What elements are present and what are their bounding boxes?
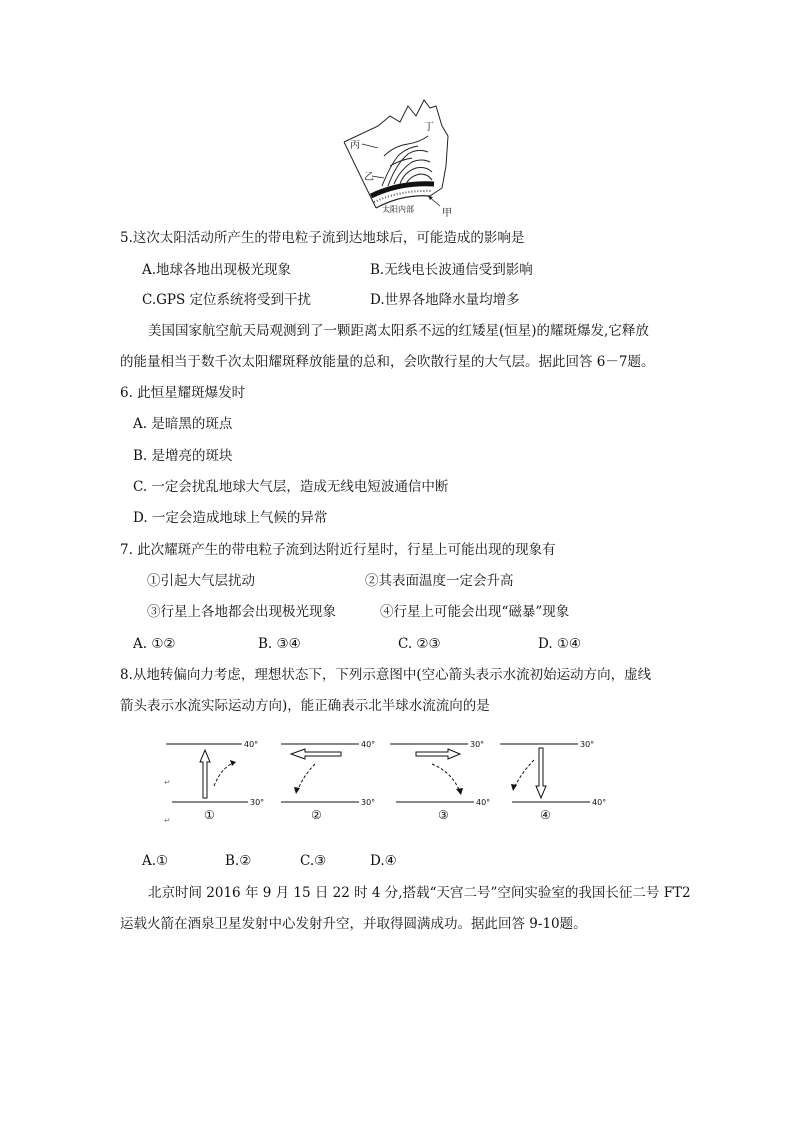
- q7-statement-2: ②其表面温度一定会升高: [365, 573, 514, 589]
- q8-option-d: D.④: [370, 853, 397, 869]
- q8-option-a: A.①: [142, 853, 169, 869]
- q7-option-d: D. ①④: [538, 636, 582, 652]
- q8-option-b: B.②: [225, 853, 252, 869]
- q5-option-d: D.世界各地降水量均增多: [370, 292, 520, 308]
- q7-option-b: B. ③④: [258, 636, 301, 652]
- q8-panel-1-number: ①: [204, 808, 215, 822]
- q8-panel-2-number: ②: [311, 808, 322, 822]
- q7-option-c: C. ②③: [398, 636, 441, 652]
- return-mark: ↵: [164, 778, 171, 787]
- label-ding: 丁: [424, 122, 434, 133]
- label-jia: 甲: [442, 208, 452, 219]
- q5-stem: 5.这次太阳活动所产生的带电粒子流到达地球后，可能造成的影响是: [120, 230, 525, 246]
- q6-option-a: A. 是暗黑的斑点: [133, 416, 233, 432]
- q8-stem-line1: 8.从地转偏向力考虑，理想状态下，下列示意图中(空心箭头表示水流初始运动方向，虚线: [120, 667, 652, 683]
- label-inner-sun: 太阳内部: [382, 205, 414, 214]
- q7-option-a: A. ①②: [133, 636, 176, 652]
- q8-panel-4-number: ④: [540, 808, 551, 822]
- q8-panel-2-top-lat: 40°: [361, 740, 376, 749]
- intro910-line2: 运载火箭在酒泉卫星发射中心发射升空，并取得圆满成功。据此回答 9-10题。: [120, 916, 587, 932]
- q8-panel-1-bottom-lat: 30°: [250, 798, 265, 807]
- intro67-line2: 的能量相当于数千次太阳耀斑释放能量的总和，会吹散行星的大气层。据此回答 6－7题。: [120, 354, 655, 370]
- q8-panel-4-bottom-lat: 40°: [592, 798, 607, 807]
- q7-statement-4: ④行星上可能会出现“磁暴”现象: [380, 604, 570, 620]
- q8-panel-1: [160, 732, 272, 832]
- q6-option-c: C. 一定会扰乱地球大气层，造成无线电短波通信中断: [133, 479, 449, 495]
- q6-option-b: B. 是增亮的斑块: [133, 448, 233, 464]
- q8-panel-3-number: ③: [438, 808, 449, 822]
- q8-panel-2-bottom-lat: 30°: [361, 798, 376, 807]
- label-bing: 丙: [350, 140, 360, 151]
- q8-panel-4-graphic: [500, 732, 612, 832]
- q5-option-a: A.地球各地出现极光现象: [142, 262, 292, 278]
- q6-option-d: D. 一定会造成地球上气候的异常: [133, 510, 328, 526]
- intro910-line1: 北京时间 2016 年 9 月 15 日 22 时 4 分,搭载“天宫二号”空间实验室的我国长征二号 FT2: [148, 885, 691, 901]
- q8-panel-2: [275, 732, 387, 832]
- q8-panel-1-top-lat: 40°: [244, 740, 259, 749]
- q5-option-c: C.GPS 定位系统将受到干扰: [142, 292, 312, 308]
- q8-panel-4: [500, 732, 612, 832]
- q7-stem: 7. 此次耀斑产生的带电粒子流到达附近行星时，行星上可能出现的现象有: [120, 542, 556, 558]
- q7-statement-1: ①引起大气层扰动: [147, 573, 255, 589]
- q6-stem: 6. 此恒星耀斑爆发时: [120, 385, 246, 401]
- return-mark: ↵: [164, 816, 171, 825]
- q8-option-c: C.③: [300, 853, 327, 869]
- q8-panel-4-top-lat: 30°: [580, 740, 595, 749]
- label-yi: 乙: [364, 172, 374, 183]
- solar-activity-figure: [338, 96, 456, 220]
- intro67-line1: 美国国家航空航天局观测到了一颗距离太阳系不远的红矮星(恒星)的耀斑爆发,它释放: [148, 323, 649, 339]
- q8-panel-3-top-lat: 30°: [470, 740, 485, 749]
- q8-stem-line2: 箭头表示水流实际运动方向)，能正确表示北半球水流流向的是: [120, 698, 490, 714]
- q7-statement-3: ③行星上各地都会出现极光现象: [147, 604, 336, 620]
- q8-diagrams: [160, 732, 620, 832]
- q8-panel-3: [390, 732, 502, 832]
- solar-sketch: [338, 96, 456, 220]
- q5-option-b: B.无线电长波通信受到影响: [370, 262, 533, 278]
- q8-panel-3-bottom-lat: 40°: [476, 798, 491, 807]
